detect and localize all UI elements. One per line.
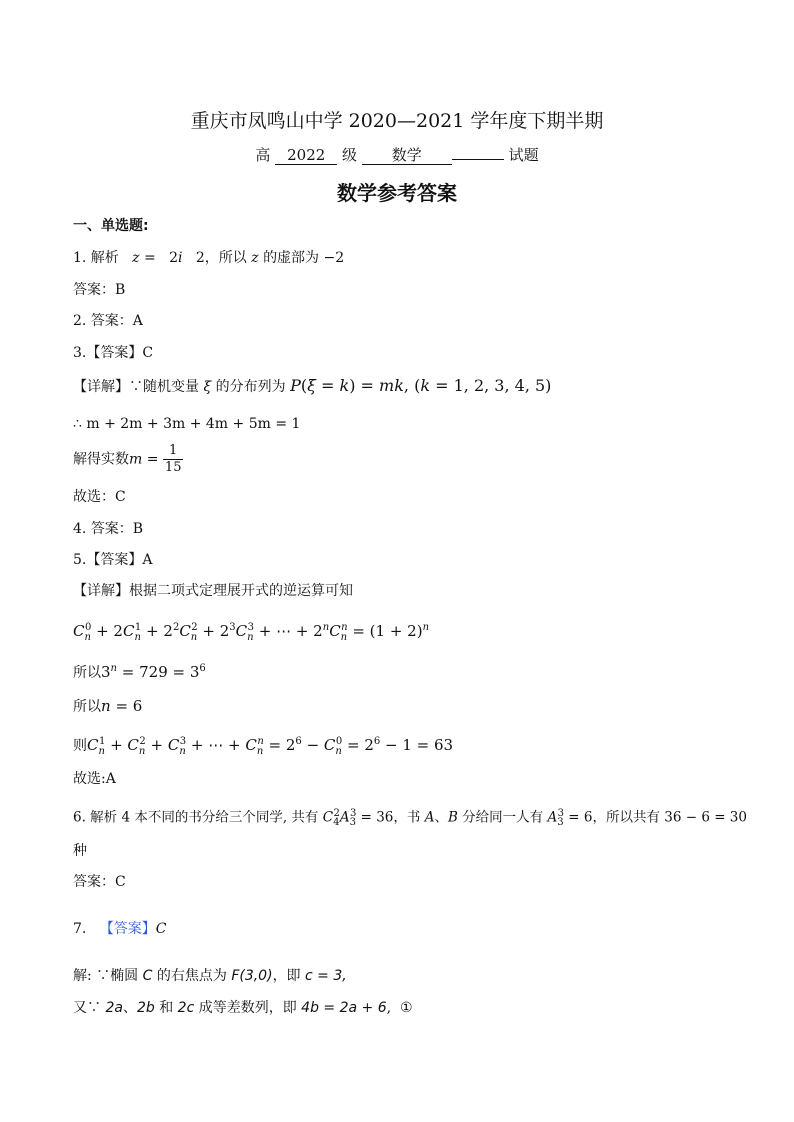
document-subtitle [0, 144, 794, 165]
subtitle-year: 2022 [275, 147, 337, 165]
q6-continued: 种 [73, 843, 87, 859]
q6-analysis: 6. 解析 4 本不同的书分给三个同学, 共有 $C_4^2A_3^3 = 36$，书 A、B 分给同一人有 $A_3^3 = 6$，所以共有 36 − 6 = 30 [73, 808, 747, 829]
q7-line2: 又∵ 2a、2b 和 2c 成等差数列，即 4b = 2a + 6, ① [73, 1000, 413, 1016]
q3-conclusion: 故选：C [73, 489, 126, 505]
q3-sum-equation: ∴ m + 2m + 3m + 4m + 5m = 1 [73, 416, 301, 432]
q5-so1: 所以$3^n = 729 = 3^6$ [73, 663, 206, 681]
q2-answer: 2. 答案：A [73, 313, 143, 329]
q3-solve: 解得实数m = $\frac{1}{15}$ [73, 443, 182, 475]
subtitle-blank [452, 159, 504, 160]
q3-label: 3.【答案】C [73, 345, 154, 361]
q5-conclusion: 故选:A [73, 771, 116, 787]
document-title: 重庆市凤鸣山中学 2020—2021 学年度下期半期 [190, 110, 604, 132]
q4-answer: 4. 答案：B [73, 521, 144, 537]
subtitle-gao: 高 [255, 146, 271, 164]
section-heading-single-choice: 一、单选题: [73, 218, 149, 234]
q6-answer: 答案：C [73, 874, 126, 890]
q7-line1: 解: ∵椭圆 C 的右焦点为 F(3,0)，即 c = 3, [73, 968, 347, 984]
q7-label: 7. 【答案】C [73, 921, 167, 937]
subtitle-subject: 数学 [362, 147, 452, 165]
page-heading: 数学参考答案 [337, 181, 457, 205]
q1-answer: 答案：B [73, 282, 126, 298]
fraction-one-fifteenth: $\frac{1}{15}$ [164, 443, 182, 475]
q5-binomial-sum: $C_n^0 + 2C_n^1 + 2^2C_n^2 + 2^3C_n^3$ + ⋯ + $2^nC_n^n = (1 + 2)^n$ [73, 622, 430, 643]
q5-then: 则$C_n^1 + C_n^2 + C_n^3$ + ⋯ + $C_n^n = 2^6 - C_n^0 = 2^6 - 1 = 63$ [73, 736, 454, 757]
q1-analysis: 1. 解析 z = 2i 2，所以 z 的虚部为 −2 [73, 250, 345, 266]
q5-detail: 【详解】根据二项式定理展开式的逆运算可知 [73, 583, 353, 599]
q5-so2: 所以n = 6 [73, 697, 143, 715]
q5-label: 5.【答案】A [73, 552, 153, 568]
subtitle-ji: 级 [341, 146, 357, 164]
q3-detail: 【详解】∵随机变量 ξ 的分布列为 P(ξ = k) = mk, (k = 1, 2, 3, 4, 5) [73, 376, 552, 395]
subtitle-shiti: 试题 [508, 146, 539, 164]
